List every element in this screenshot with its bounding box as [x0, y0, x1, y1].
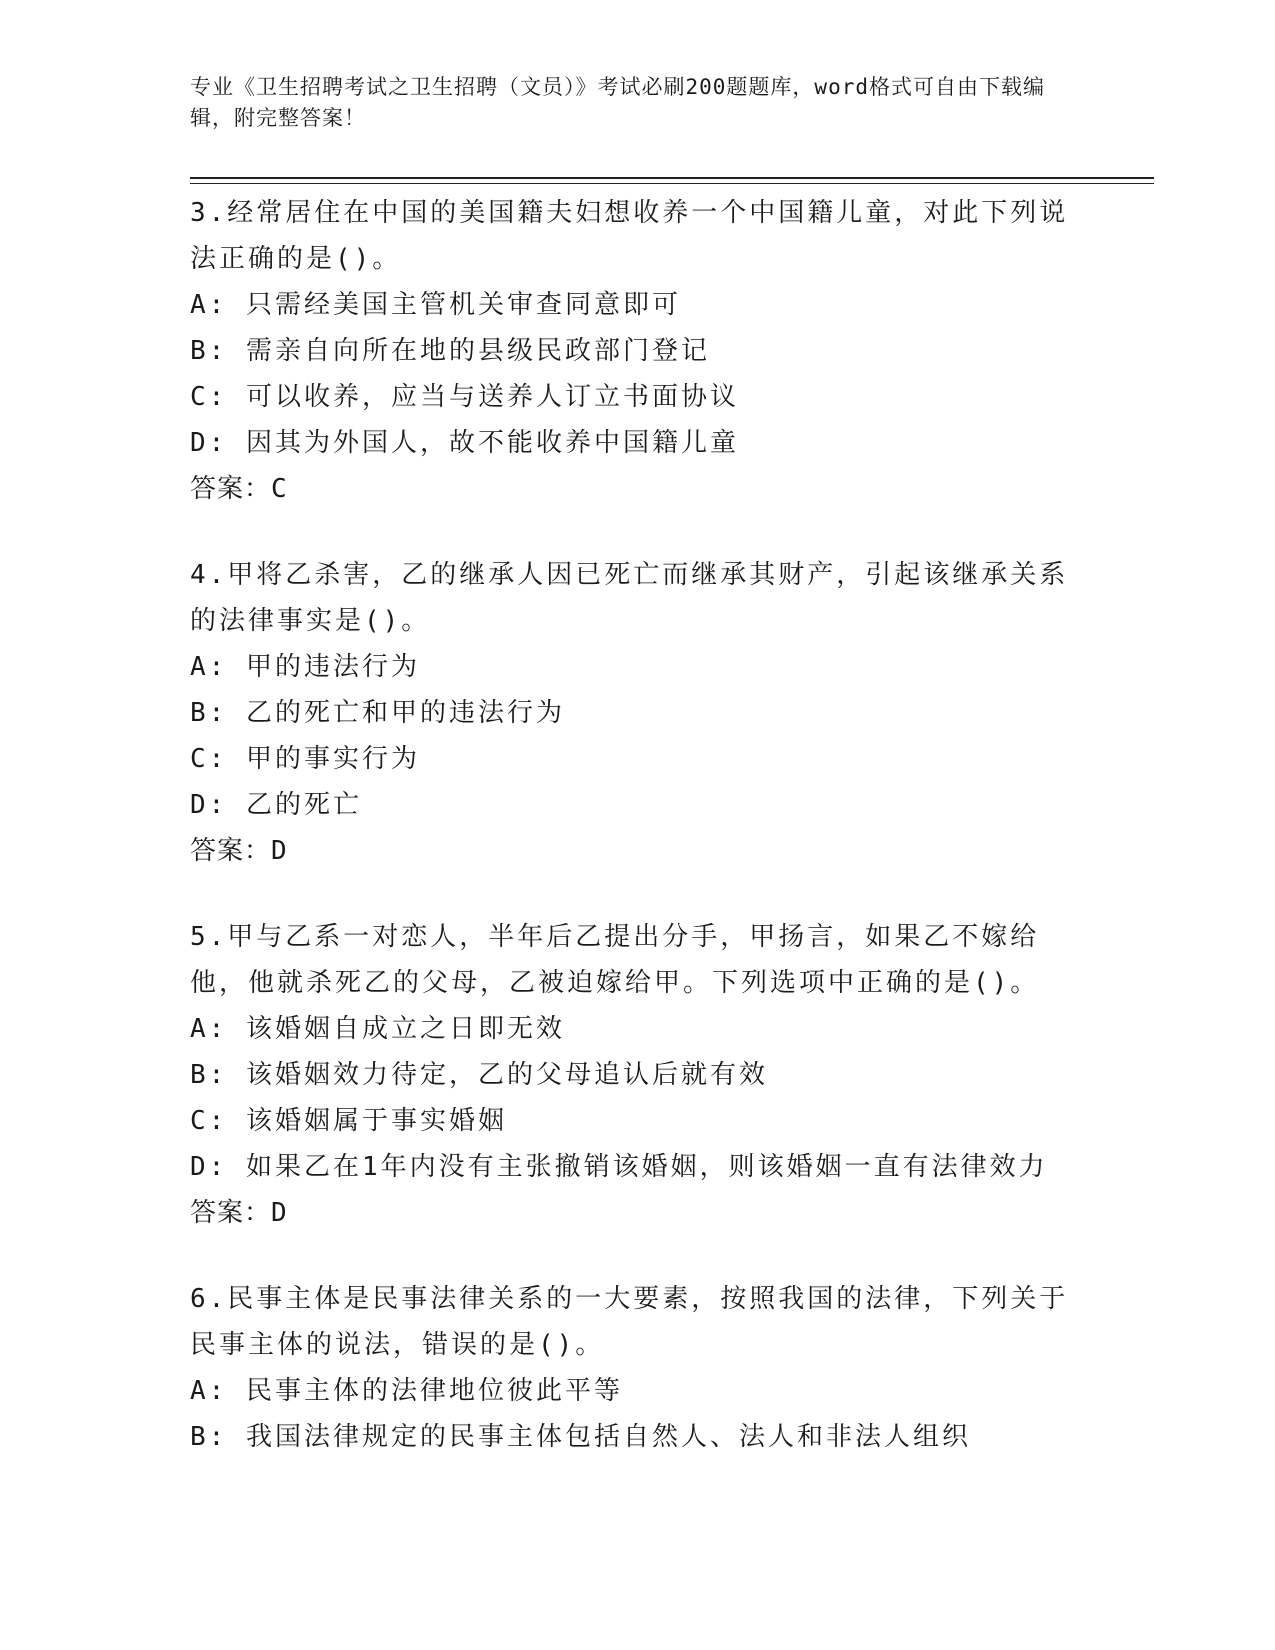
- option-a: A: 只需经美国主管机关审查同意即可: [190, 290, 681, 320]
- answer-label: 答案：: [190, 1198, 272, 1228]
- answer-label: 答案：: [190, 474, 272, 504]
- question-stem: 4.甲将乙杀害，乙的继承人因已死亡而继承其财产，引起该继承关系的法律事实是()。: [190, 560, 1069, 636]
- question-4: [190, 552, 1070, 874]
- answer-value: C: [271, 474, 287, 504]
- option-c: C: 可以收养，应当与送养人订立书面协议: [190, 382, 739, 412]
- header-divider-thin: [190, 183, 1154, 184]
- document-header: 专业《卫生招聘考试之卫生招聘（文员）》考试必刷200题题库，word格式可自由下载编辑，附完整答案！: [190, 75, 1045, 130]
- question-stem: 5.甲与乙系一对恋人，半年后乙提出分手，甲扬言，如果乙不嫁给他，他就杀死乙的父母，乙被迫嫁给甲。下列选项中正确的是()。: [190, 922, 1040, 998]
- option-c: C: 甲的事实行为: [190, 744, 420, 774]
- header-divider-thick: [190, 177, 1154, 179]
- answer-line: [190, 1190, 1070, 1236]
- option-a: A: 民事主体的法律地位彼此平等: [190, 1376, 623, 1406]
- option-d: D: 乙的死亡: [190, 790, 362, 820]
- question-3: [190, 190, 1070, 512]
- answer-line: [190, 828, 1070, 874]
- question-stem: 3.经常居住在中国的美国籍夫妇想收养一个中国籍儿童，对此下列说法正确的是()。: [190, 198, 1069, 274]
- option-c: C: 该婚姻属于事实婚姻: [190, 1106, 507, 1136]
- option-b: B: 我国法律规定的民事主体包括自然人、法人和非法人组织: [190, 1422, 971, 1452]
- option-d: D: 因其为外国人，故不能收养中国籍儿童: [190, 428, 739, 458]
- option-b: B: 需亲自向所在地的县级民政部门登记: [190, 336, 710, 366]
- option-b: B: 该婚姻效力待定，乙的父母追认后就有效: [190, 1060, 768, 1090]
- answer-line: [190, 466, 1070, 512]
- option-b: B: 乙的死亡和甲的违法行为: [190, 698, 565, 728]
- question-list: [190, 190, 1070, 1500]
- question-stem: 6.民事主体是民事法律关系的一大要素，按照我国的法律，下列关于民事主体的说法，错误的是()。: [190, 1284, 1069, 1360]
- option-a: A: 该婚姻自成立之日即无效: [190, 1014, 565, 1044]
- option-d: D: 如果乙在1年内没有主张撤销该婚姻，则该婚姻一直有法律效力: [190, 1152, 1048, 1182]
- question-6: [190, 1276, 1070, 1460]
- answer-value: D: [271, 1198, 287, 1228]
- question-5: [190, 914, 1070, 1236]
- answer-value: D: [271, 836, 287, 866]
- option-a: A: 甲的违法行为: [190, 652, 420, 682]
- answer-label: 答案：: [190, 836, 272, 866]
